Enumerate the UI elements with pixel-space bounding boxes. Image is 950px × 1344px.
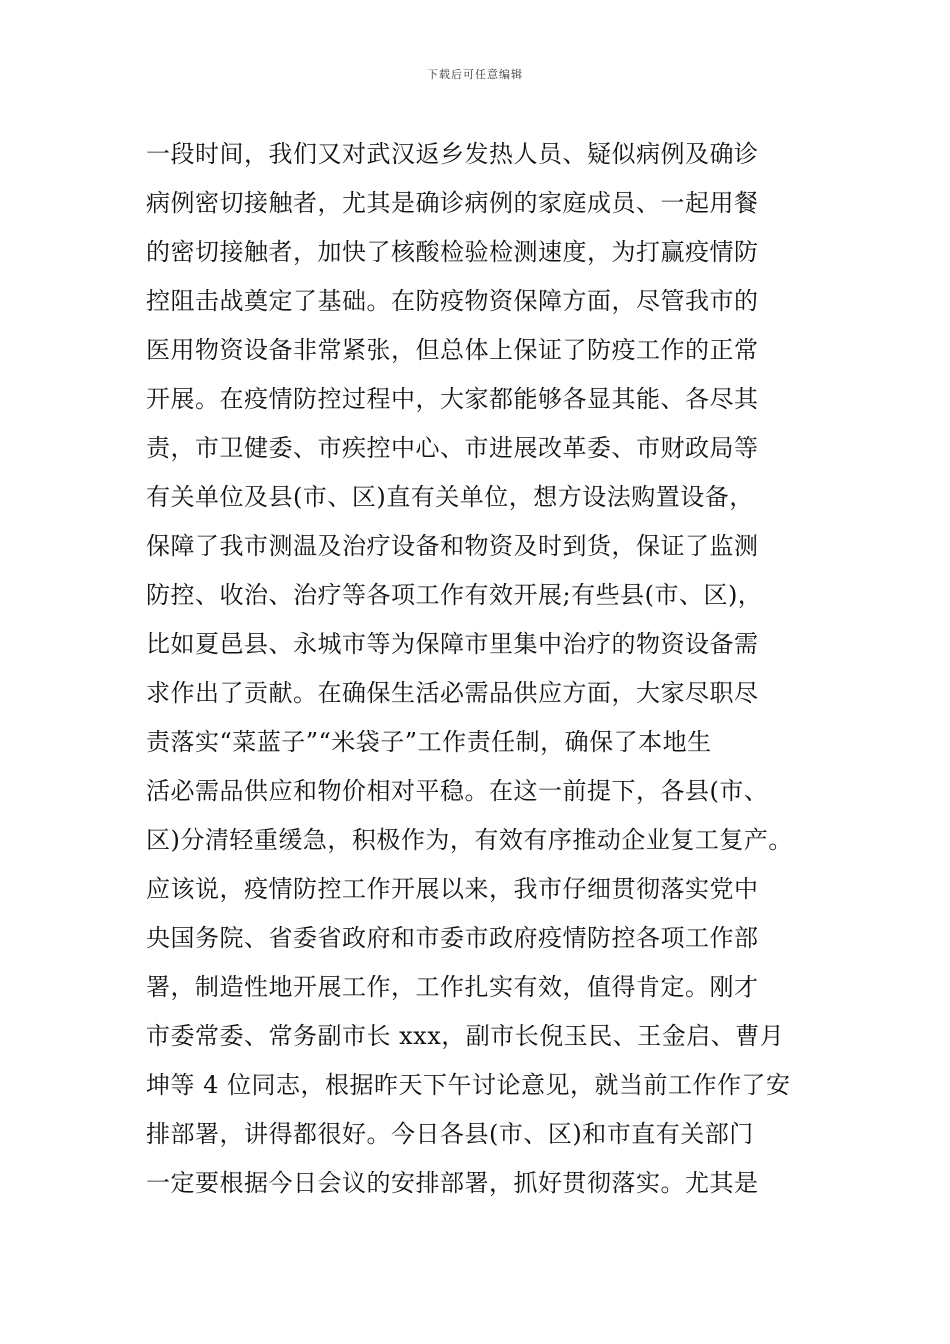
text-line: 医用物资设备非常紧张，但总体上保证了防疫工作的正常: [146, 336, 759, 364]
text-line: 一定要根据今日会议的安排部署，抓好贯彻落实。尤其是: [146, 1169, 759, 1197]
text-line: 央国务院、省委省政府和市委市政府疫情防控各项工作部: [146, 924, 759, 952]
text-line: 的密切接触者，加快了核酸检验检测速度，为打赢疫情防: [146, 238, 759, 266]
text-line: 有关单位及县(市、区)直有关单位，想方设法购置设备，: [146, 483, 754, 511]
text-line: 排部署，讲得都很好。今日各县(市、区)和市直有关部门: [146, 1120, 754, 1148]
text-line: 活必需品供应和物价相对平稳。在这一前提下，各县(市、: [146, 777, 769, 805]
text-line: 求作出了贡献。在确保生活必需品供应方面，大家尽职尽: [146, 679, 759, 707]
text-line: 一段时间，我们又对武汉返乡发热人员、疑似病例及确诊: [146, 140, 759, 168]
text-line: 防控、收治、治疗等各项工作有效开展;有些县(市、区)，: [146, 581, 763, 609]
text-line: 责，市卫健委、市疾控中心、市进展改革委、市财政局等: [146, 434, 759, 462]
text-line: 坤等 4 位同志，根据昨天下午讨论意见，就当前工作作了安: [146, 1071, 791, 1099]
text-line: 保障了我市测温及治疗设备和物资及时到货，保证了监测: [146, 532, 759, 560]
body-paragraph: [146, 130, 826, 1208]
text-line: 应该说，疫情防控工作开展以来，我市仔细贯彻落实党中: [146, 875, 759, 903]
text-line: 区)分清轻重缓急，积极作为，有效有序推动企业复工复产。: [146, 826, 793, 854]
text-line: 病例密切接触者，尤其是确诊病例的家庭成员、一起用餐: [146, 189, 759, 217]
text-line: 控阻击战奠定了基础。在防疫物资保障方面，尽管我市的: [146, 287, 759, 315]
page-header: 下载后可任意编辑: [427, 68, 523, 81]
text-line: 市委常委、常务副市长 xxx，副市长倪玉民、王金启、曹月: [146, 1022, 785, 1050]
text-line: 署，制造性地开展工作，工作扎实有效，值得肯定。刚才: [146, 973, 759, 1001]
text-line: 比如夏邑县、永城市等为保障市里集中治疗的物资设备需: [146, 630, 759, 658]
text-line: 开展。在疫情防控过程中，大家都能够各显其能、各尽其: [146, 385, 759, 413]
text-line: 责落实“菜蓝子”“米袋子”工作责任制，确保了本地生: [146, 728, 712, 756]
